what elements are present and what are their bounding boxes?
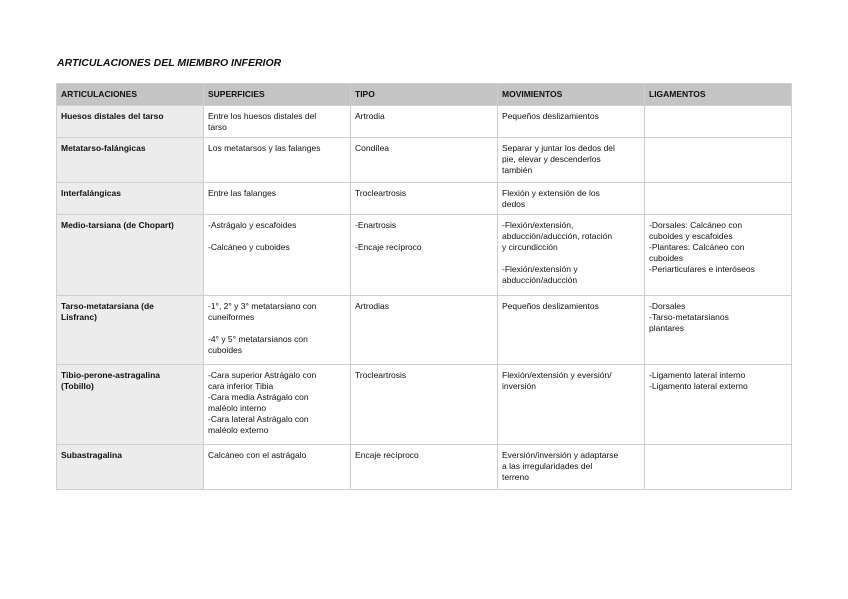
header-superficies: SUPERFICIES — [204, 84, 351, 106]
cell-movimientos: Pequeños deslizamientos — [498, 106, 645, 138]
table-row — [57, 365, 792, 445]
cell-superficies: -Astrágalo y escafoides -Calcáneo y cuboides — [204, 215, 351, 296]
table-row — [57, 138, 792, 183]
cell-superficies: Entre las falanges — [204, 183, 351, 215]
cell-ligamentos: -Ligamento lateral interno -Ligamento lateral externo — [645, 365, 792, 445]
joints-table — [56, 83, 792, 490]
cell-tipo: Condílea — [351, 138, 498, 183]
cell-superficies: Los metatarsos y las falanges — [204, 138, 351, 183]
cell-articulacion: Subastragalina — [57, 445, 204, 490]
cell-movimientos: Flexión y extensión de los dedos — [498, 183, 645, 215]
cell-articulacion: Tibio-perone-astragalina (Tobillo) — [57, 365, 204, 445]
cell-articulacion: Tarso-metatarsiana (de Lisfranc) — [57, 296, 204, 365]
cell-tipo: Trocleartrosis — [351, 365, 498, 445]
cell-ligamentos: -Dorsales -Tarso-metatarsianos plantares — [645, 296, 792, 365]
header-movimientos: MOVIMIENTOS — [498, 84, 645, 106]
cell-tipo: Artrodias — [351, 296, 498, 365]
cell-superficies: Calcáneo con el astrágalo — [204, 445, 351, 490]
cell-superficies: Entre los huesos distales del tarso — [204, 106, 351, 138]
table-row — [57, 215, 792, 296]
header-ligamentos: LIGAMENTOS — [645, 84, 792, 106]
cell-ligamentos — [645, 106, 792, 138]
cell-ligamentos — [645, 138, 792, 183]
cell-articulacion: Medio-tarsiana (de Chopart) — [57, 215, 204, 296]
cell-movimientos: -Flexión/extensión, abducción/aducción, rotación y circundicción -Flexión/extensión y abducción/aducción — [498, 215, 645, 296]
cell-movimientos: Separar y juntar los dedos del pie, elevar y descenderlos también — [498, 138, 645, 183]
table-row — [57, 445, 792, 490]
header-tipo: TIPO — [351, 84, 498, 106]
cell-ligamentos — [645, 183, 792, 215]
cell-ligamentos — [645, 445, 792, 490]
cell-tipo: Artrodia — [351, 106, 498, 138]
cell-tipo: Encaje recíproco — [351, 445, 498, 490]
cell-superficies: -Cara superior Astrágalo con cara inferior Tibia -Cara media Astrágalo con maléolo interno -Cara lateral Astrágalo con maléolo externo — [204, 365, 351, 445]
cell-superficies: -1°, 2° y 3° metatarsiano con cuneiformes -4° y 5° metatarsianos con cuboides — [204, 296, 351, 365]
table-header-row — [57, 84, 792, 106]
table-row — [57, 183, 792, 215]
cell-tipo: -Enartrosis -Encaje recíproco — [351, 215, 498, 296]
cell-articulacion: Metatarso-falángicas — [57, 138, 204, 183]
header-articulaciones: ARTICULACIONES — [57, 84, 204, 106]
cell-ligamentos: -Dorsales: Calcáneo con cuboides y escafoides -Plantares: Calcáneo con cuboides -Periarticulares e interóseos — [645, 215, 792, 296]
cell-movimientos: Pequeños deslizamientos — [498, 296, 645, 365]
cell-articulacion: Interfalángicas — [57, 183, 204, 215]
cell-movimientos: Eversión/inversión y adaptarse a las irregularidades del terreno — [498, 445, 645, 490]
page-title: ARTICULACIONES DEL MIEMBRO INFERIOR — [57, 57, 282, 69]
cell-tipo: Trocleartrosis — [351, 183, 498, 215]
table-row — [57, 296, 792, 365]
cell-movimientos: Flexión/extensión y eversión/ inversión — [498, 365, 645, 445]
cell-articulacion: Huesos distales del tarso — [57, 106, 204, 138]
table-row — [57, 106, 792, 138]
